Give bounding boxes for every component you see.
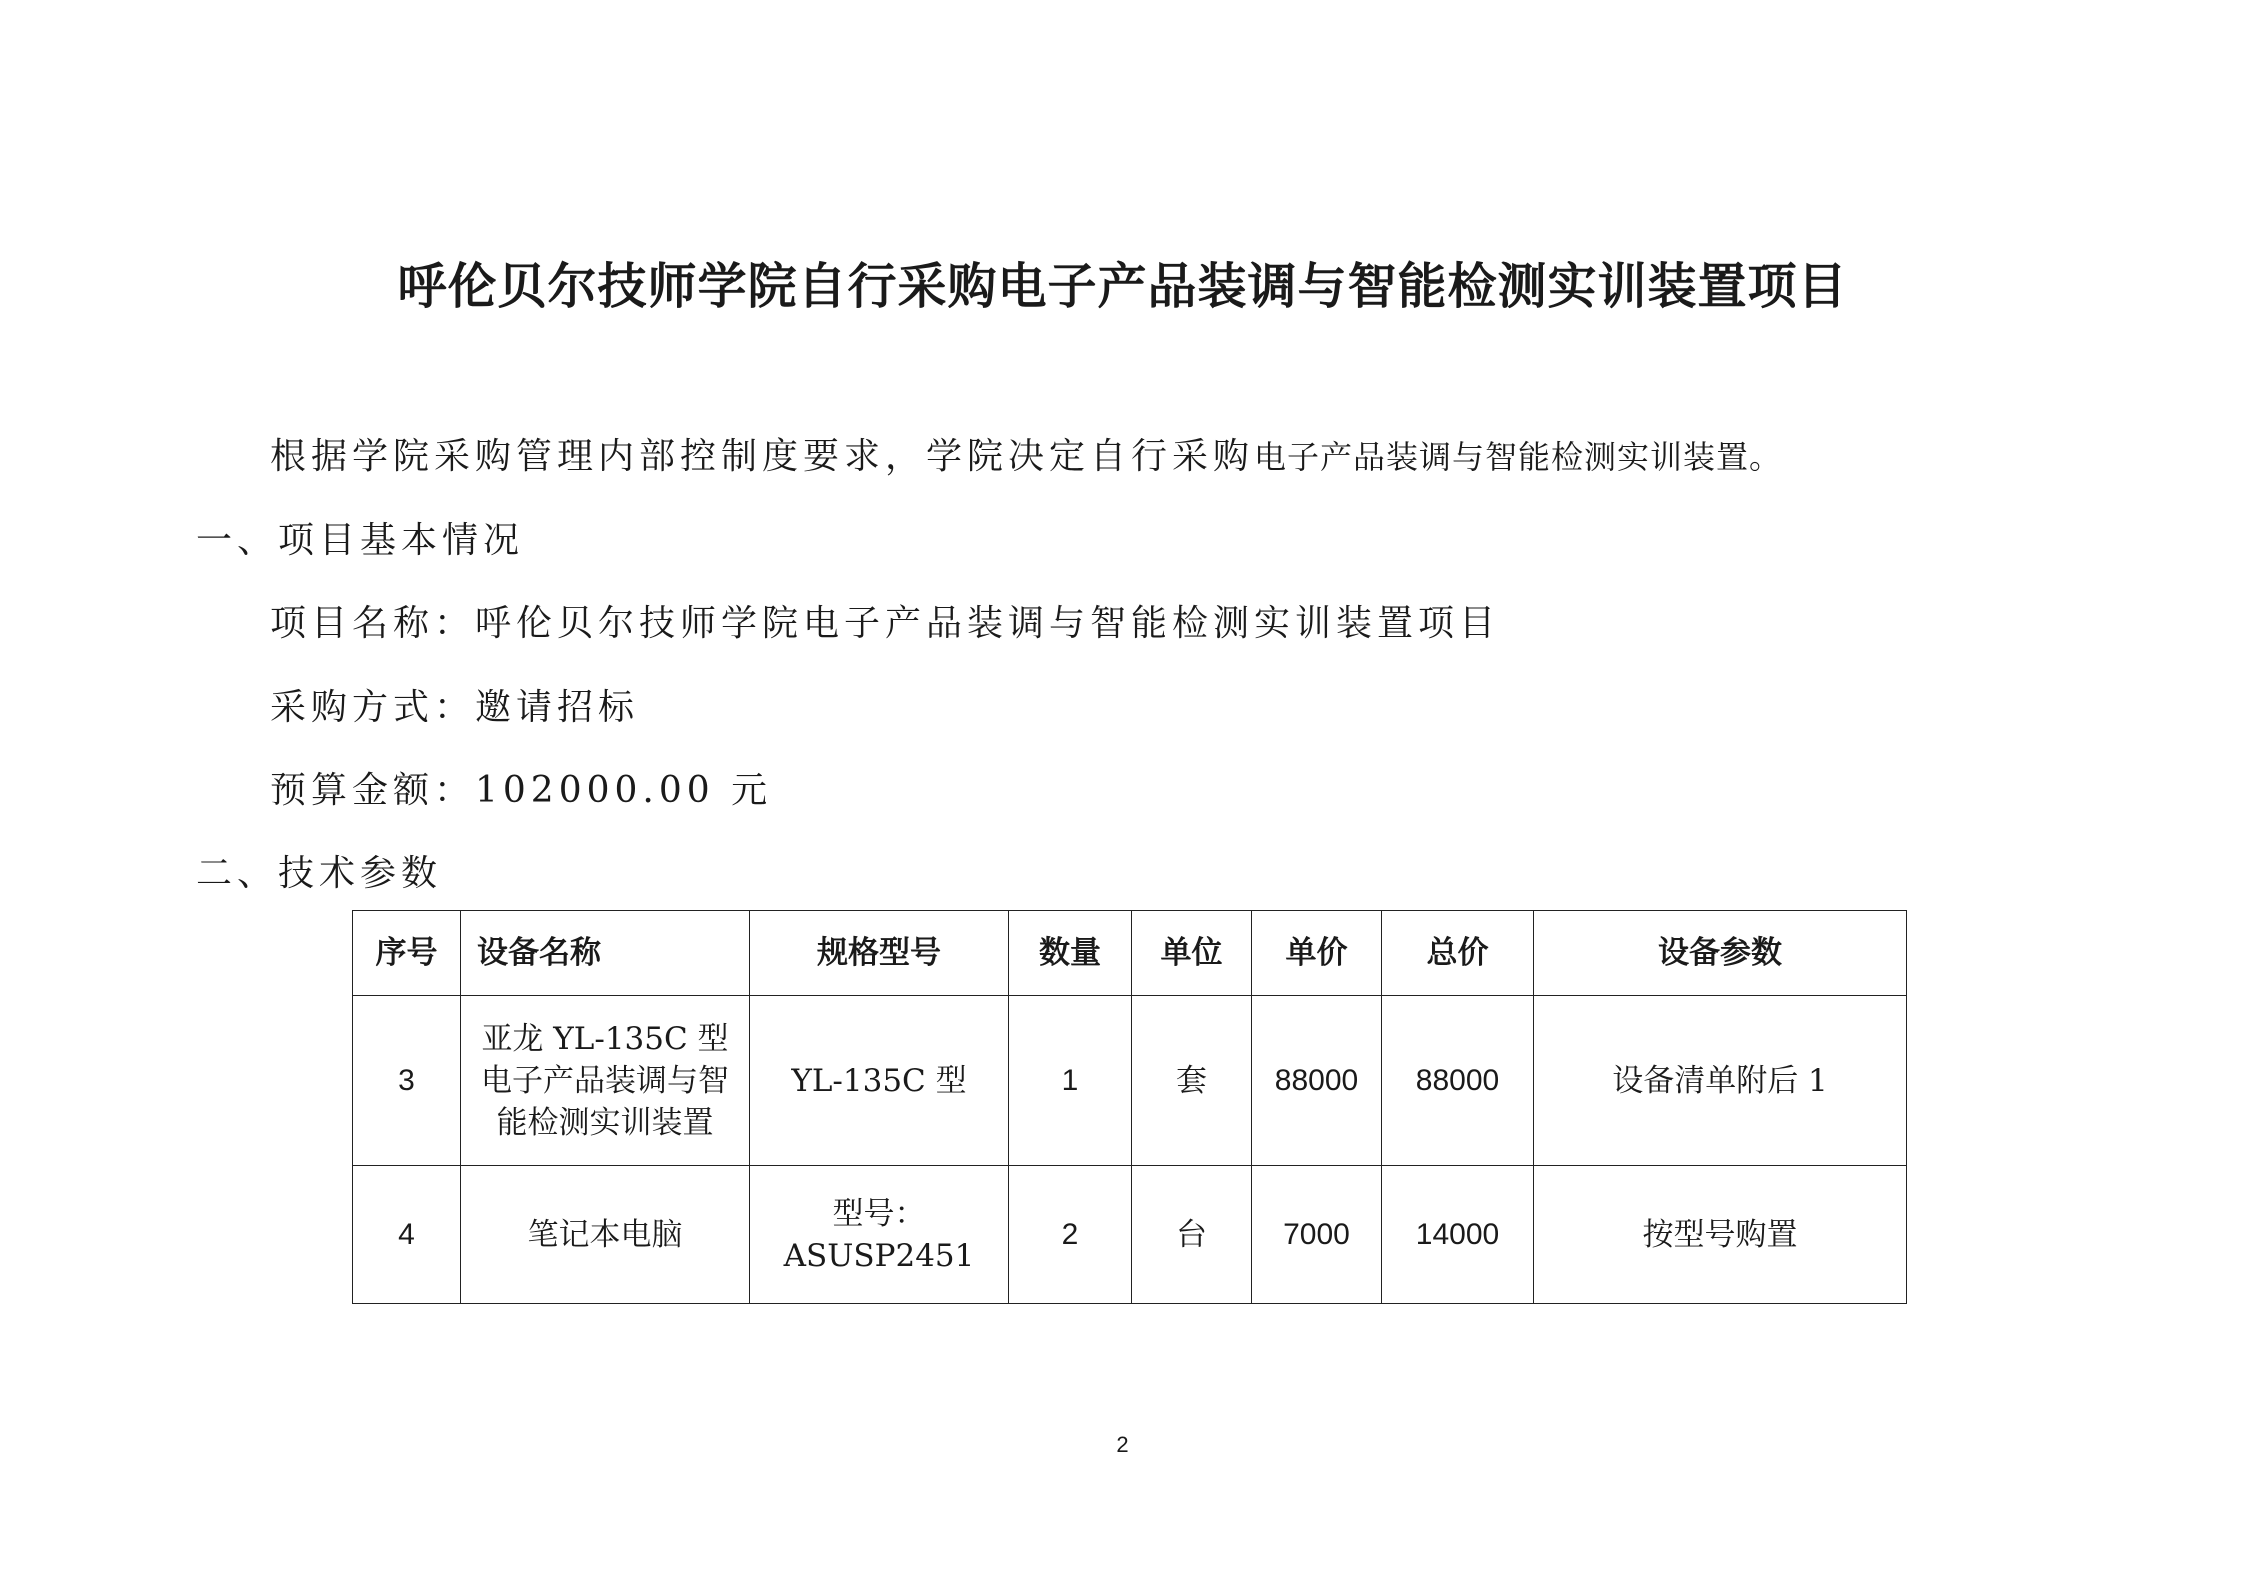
cell-unit: 套 xyxy=(1132,996,1252,1166)
technical-parameters-table xyxy=(352,910,1907,1304)
header-cell: 数量 xyxy=(1009,911,1132,996)
intro-main-text: 根据学院采购管理内部控制度要求，学院决定自行采购 xyxy=(270,436,1255,477)
cell-params: 按型号购置 xyxy=(1534,1166,1907,1304)
header-cell: 单位 xyxy=(1132,911,1252,996)
cell-price: 7000 xyxy=(1252,1166,1382,1304)
page-number: 2 xyxy=(1116,1432,1129,1457)
header-cell: 设备参数 xyxy=(1534,911,1907,996)
cell-params: 设备清单附后 1 xyxy=(1534,996,1907,1166)
budget-amount: 预算金额：102000.00 元 xyxy=(270,770,773,811)
intro-paragraph xyxy=(270,428,1782,479)
section1-heading: 一、项目基本情况 xyxy=(196,520,525,561)
intro-tail-text: 电子产品装调与智能检测实训装置。 xyxy=(1254,438,1783,476)
header-cell: 总价 xyxy=(1382,911,1534,996)
section2-heading: 二、技术参数 xyxy=(196,853,443,894)
table-header-row xyxy=(353,911,1907,996)
document-title: 呼伦贝尔技师学院自行采购电子产品装调与智能检测实训装置项目 xyxy=(397,258,1848,315)
cell-qty: 1 xyxy=(1009,996,1132,1166)
cell-total: 88000 xyxy=(1382,996,1534,1166)
header-cell: 序号 xyxy=(353,911,461,996)
header-cell: 设备名称 xyxy=(461,911,750,996)
cell-no: 4 xyxy=(353,1166,461,1304)
table-row xyxy=(353,1166,1907,1304)
cell-model: 型号：ASUSP2451 xyxy=(750,1166,1009,1304)
cell-qty: 2 xyxy=(1009,1166,1132,1304)
cell-unit: 台 xyxy=(1132,1166,1252,1304)
cell-no: 3 xyxy=(353,996,461,1166)
cell-model: YL-135C 型 xyxy=(750,996,1009,1166)
header-cell: 单价 xyxy=(1252,911,1382,996)
header-cell: 规格型号 xyxy=(750,911,1009,996)
project-name: 项目名称：呼伦贝尔技师学院电子产品装调与智能检测实训装置项目 xyxy=(270,603,1501,644)
cell-name: 亚龙 YL-135C 型电子产品装调与智能检测实训装置 xyxy=(461,996,750,1166)
cell-name: 笔记本电脑 xyxy=(461,1166,750,1304)
table-row xyxy=(353,996,1907,1166)
procurement-method: 采购方式：邀请招标 xyxy=(270,687,640,728)
cell-total: 14000 xyxy=(1382,1166,1534,1304)
cell-price: 88000 xyxy=(1252,996,1382,1166)
